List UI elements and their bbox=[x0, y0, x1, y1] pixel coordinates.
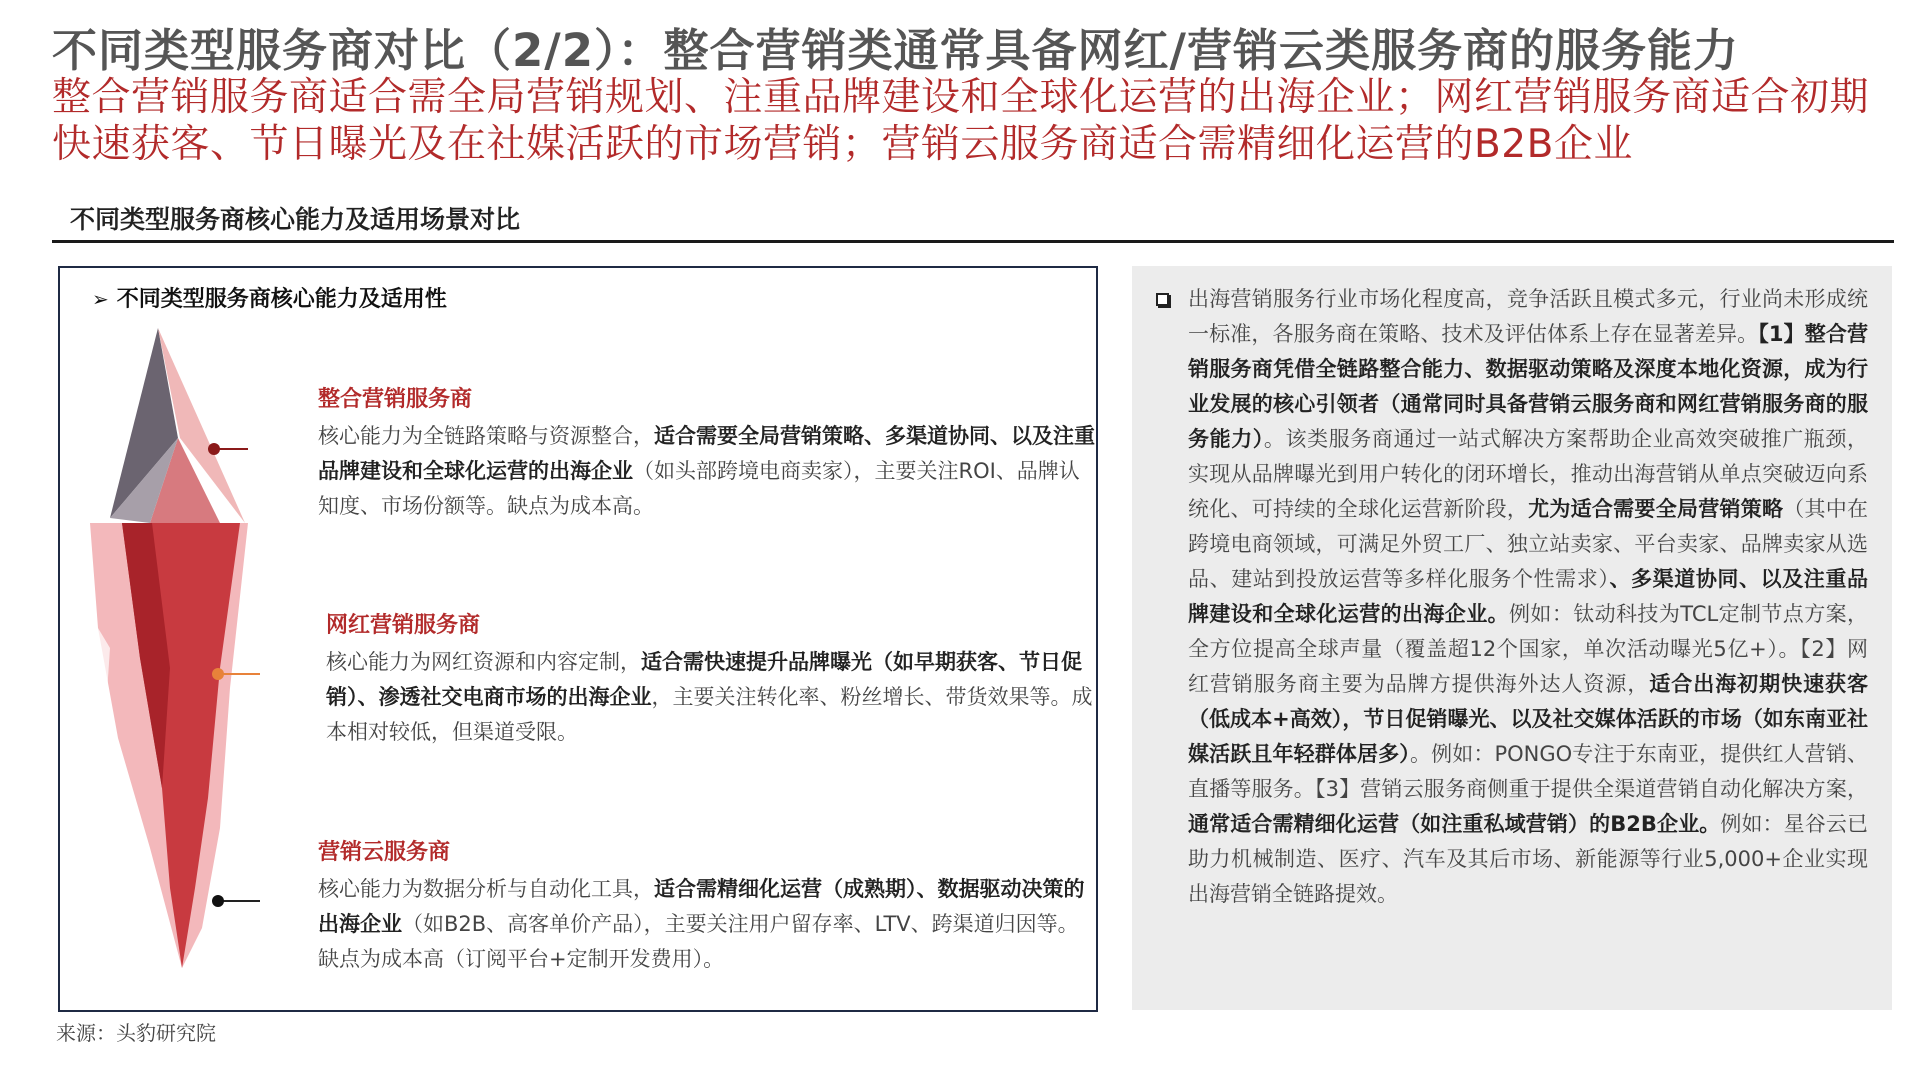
provider-description: 核心能力为数据分析与自动化工具，适合需精细化运营（成熟期）、数据驱动决策的出海企业（如B2B、高客单价产品），主要关注用户留存率、LTV、跨渠道归因等。缺点为成本高（订阅平台+定制开发费用）。 bbox=[318, 877, 1085, 971]
box-heading bbox=[92, 282, 447, 313]
analysis-text: 出海营销服务行业市场化程度高，竞争活跃且模式多元，行业尚未形成统一标准，各服务商在策略、技术及评估体系上存在显著差异。【1】整合营销服务商凭借全链路整合能力、数据驱动策略及深度本地化资源，成为行业发展的核心引领者（通常同时具备营销云服务商和网红营销服务商的服务能力）。该类服务商通过一站式解决方案帮助企业高效突破推广瓶颈，实现从品牌曝光到用户转化的闭环增长，推动出海营销从单点突破迈向系统化、可持续的全球化运营新阶段，尤为适合需要全局营销策略（其中在跨境电商领域，可满足外贸工厂、独立站卖家、平台卖家、品牌卖家从选品、建站到投放运营等多样化服务个性需求）、多渠道协同、以及注重品牌建设和全球化运营的出海企业。例如：钛动科技为TCL定制节点方案，全方位提高全球声量（覆盖超12个国家，单次活动曝光5亿+）。【2】网红营销服务商主要为品牌方提供海外达人资源，适合出海初期快速获客（低成本+高效），节日促销曝光、以及社交媒体活跃的市场（如东南亚社媒活跃且年轻群体居多）。例如：PONGO专注于东南亚，提供红人营销、直播等服务。【3】营销云服务商侧重于提供全渠道营销自动化解决方案，通常适合需精细化运营（如注重私域营销）的B2B企业。例如：星谷云已助力机械制造、医疗、汽车及其后市场、新能源等行业5,000+企业实现出海营销全链路提效。 bbox=[1188, 287, 1869, 906]
provider-block-influencer bbox=[326, 608, 1106, 750]
source-note: 来源：头豹研究院 bbox=[56, 1021, 216, 1045]
iceberg-illustration bbox=[70, 328, 260, 1008]
provider-name: 整合营销服务商 bbox=[318, 387, 473, 412]
provider-block-integrated bbox=[318, 382, 1098, 524]
dot-integrated bbox=[208, 443, 220, 455]
provider-name: 营销云服务商 bbox=[318, 840, 451, 865]
analysis-panel bbox=[1132, 266, 1892, 1010]
box-heading-text: 不同类型服务商核心能力及适用性 bbox=[116, 287, 447, 312]
page-title: 不同类型服务商对比（2/2）：整合营销类通常具备网红/营销云类服务商的服务能力 bbox=[52, 24, 1739, 77]
provider-description: 核心能力为网红资源和内容定制，适合需快速提升品牌曝光（如早期获客、节日促销）、渗透社交电商市场的出海企业，主要关注转化率、粉丝增长、带货效果等。成本相对较低，但渠道受限。 bbox=[326, 650, 1093, 744]
section-divider bbox=[52, 240, 1894, 243]
provider-comparison-box bbox=[58, 266, 1098, 1012]
dot-influencer bbox=[212, 668, 224, 680]
section-heading: 不同类型服务商核心能力及适用场景对比 bbox=[70, 205, 521, 234]
provider-block-cloud bbox=[318, 835, 1098, 977]
page-subtitle: 整合营销服务商适合需全局营销规划、注重品牌建设和全球化运营的出海企业；网红营销服务商适合初期快速获客、节日曝光及在社媒活跃的市场营销；营销云服务商适合需精细化运营的B2B企业 bbox=[52, 75, 1870, 167]
provider-description: 核心能力为全链路策略与资源整合，适合需要全局营销策略、多渠道协同、以及注重品牌建设和全球化运营的出海企业（如头部跨境电商卖家），主要关注ROI、品牌认知度、市场份额等。缺点为成本高。 bbox=[318, 424, 1095, 518]
provider-name: 网红营销服务商 bbox=[326, 613, 481, 638]
arrow-bullet-icon: ➢ bbox=[92, 287, 109, 311]
checkbox-bullet-icon bbox=[1156, 293, 1169, 306]
dot-cloud bbox=[212, 895, 224, 907]
